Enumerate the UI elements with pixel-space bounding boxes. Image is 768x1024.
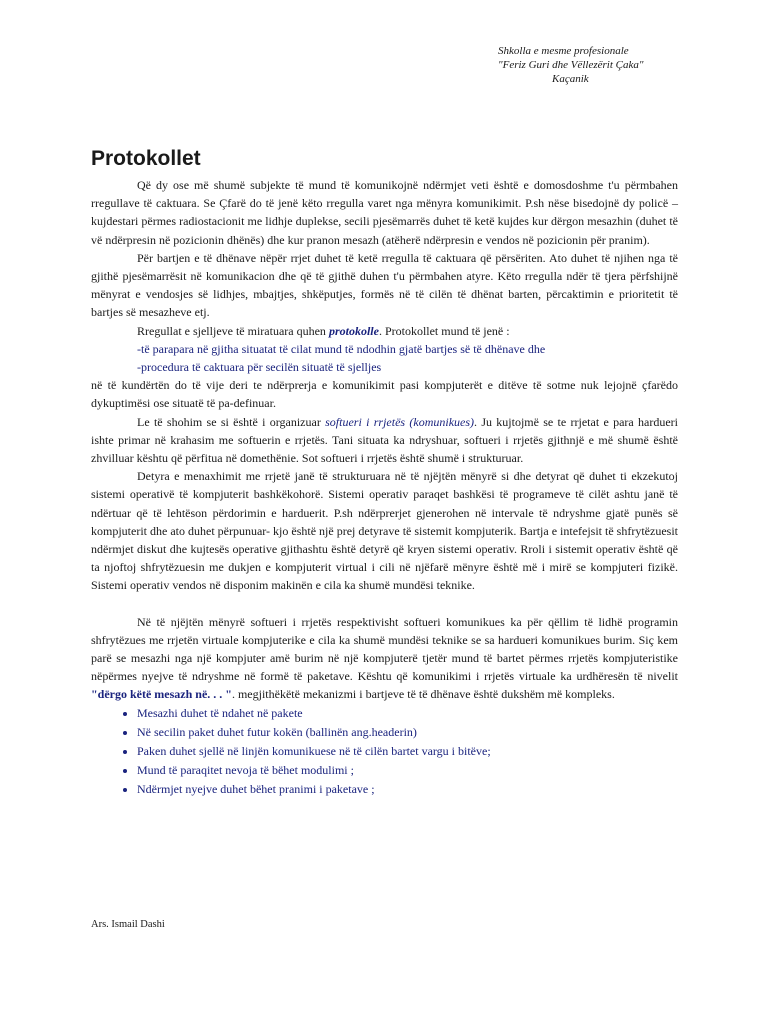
list-item: • Mesazhi duhet të ndahet në pakete xyxy=(137,704,678,723)
definition-item: -të parapara në gjitha situatat të cilat mund të ndodhin gjatë bartjes së të dhënave dhe xyxy=(137,341,546,356)
page-title: Protokollet xyxy=(91,147,201,170)
paragraph-3-post: . Protokollet mund të jenë : xyxy=(378,323,510,338)
school-town: Kaçanik xyxy=(552,73,589,85)
paragraph-5 xyxy=(91,413,678,468)
protocol-term: protokolle xyxy=(328,323,379,338)
send-message-term: "dërgo këtë mesazh në. . . " xyxy=(91,687,232,702)
paragraph-2: Për bartjen e të dhënave nëpër rrjet duhet të ketë rregulla të caktuara që përsëriten. Ato duhet të njihen nga të gjithë pjesëmarrësit në komunikacion dhe që të gjithë duhen t'u përmbahen atyre. Këto rregulla ndër të tjera përfshijnë mënyrat e vendosjes së lidhjes, mbajtjes, shkëputjes, formës në të cilën të dhënat barten, përcaktimin e prioritetit të bartjes së mesazheve etj. xyxy=(91,250,678,320)
definition-item: -procedura të caktuara për secilën situatë të sjelljes xyxy=(137,360,382,375)
school-name: "Feriz Guri dhe Vëllezërit Çaka" xyxy=(498,59,644,71)
paragraph-1: Që dy ose më shumë subjekte të mund të komunikojnë ndërmjet veti është e domosdoshme t'u përmbahen rregullave të caktuara. Se Çfarë do të jenë këto rregulla varet nga mënyra komunikimit. P.sh nëse bisedojnë dy policë – kujdestari përmes radiostacionit me lidhje duplekse, secili pjesëmarrës duhet të ketë kujdes kur dërgon mesazhin (duhet të vë ndërpresin në pozicionin dhënës) dhe kur pranon mesazh (atëherë ndërpresin e vendos në pozicionin për pranim). xyxy=(91,178,678,247)
paragraph-5-pre: Le të shohim se si është i organizuar xyxy=(137,414,326,429)
document-body xyxy=(91,176,678,799)
paragraph-7 xyxy=(91,613,678,704)
paragraph-spacer xyxy=(91,595,678,613)
network-software-term: softueri i rrjetës (komunikues) xyxy=(325,414,475,429)
author-footer: Ars. Ismail Dashi xyxy=(91,919,165,930)
paragraph-5-post: . Ju kujtojmë se te rrjetat e para hardueri ishte primar në krahasim me softuerin e rrjetës. Tani situata ka ndryshuar, softueri i rrjetës gjithnjë e më shumë është zhvilluar kështu që përfitua në domethënie. Sot softueri i rrjetës është shumë i strukturuar. xyxy=(91,414,678,466)
school-header xyxy=(478,44,688,86)
paragraph-6: Detyra e menaxhimit me rrjetë janë të strukturuara në të njëjtën mënyrë si dhe detyrat që duhet ti ekzekutoj sistemi operativë të kompjuterit bashkëkohorë. Sistemi operativ paraqet bashkësi të programeve të cilët ashtu janë të ndërtuar që të lehtëson përdorimin e harduerit. P.sh ndërprerjet gjenerohen në intervale të ndryshme gjatë punës së kompjuterit dhe ato duhet përpunuar- kjo është një prej detyrave të sistemit kompjuterik. Bartja e intefejsit të shfrytëzuesit ndërmjet diskut dhe kujtesës operative gjithashtu është detyrë që kryen sistemi operativ. Rroli i sistemit operativ është që ta njoftoj shfrytëzuesin me dukjen e kompjuterit virtual i cili në njëfarë mënyre është më i mirë se kompjuteri fizikë. Sistemi operativ vendos në disponim makinën e cila ka shumë mundësi teknike. xyxy=(91,469,678,593)
paragraph-7-pre: Në të njëjtën mënyrë softueri i rrjetës respektivisht softueri komunikues ka për qëllim të lidhë programin shfrytëzues me rrjetën virtuale kompjuterike e cila ka shumë mundësi teknike se sa hardueri komunikues burim. Siç kem parë se mesazhi nga një kompjuter amë burim në një kompjuterë tjetër mund të bartet përmes rrjetës kompjuteristike nëpërmes nyejve të ndryshme në formë të paketave. Kështu që komunikimi i rrjetës virtuale ka urdhëresën të nivelit xyxy=(91,614,678,684)
school-type: Shkolla e mesme profesionale xyxy=(498,45,629,57)
paragraph-3-pre: Rregullat e sjelljeve të miratuara quhen xyxy=(137,323,329,338)
list-item: • Në secilin paket duhet futur kokën (ballinën ang.headerin) xyxy=(137,723,678,742)
list-item: • Mund të paraqitet nevoja të bëhet modulimi ; xyxy=(137,761,678,780)
list-item: • Paken duhet sjellë në linjën komunikuese në të cilën bartet vargu i bitëve; xyxy=(137,742,678,761)
list-item: • Ndërmjet nyejve duhet bëhet pranimi i paketave ; xyxy=(137,780,678,799)
paragraph-7-post: . megjithëkëtë mekanizmi i bartjeve të të dhënave është dukshëm më kompleks. xyxy=(231,687,615,702)
paragraph-3 xyxy=(91,322,678,340)
bullet-list xyxy=(91,704,678,799)
paragraph-4: në të kundërtën do të vije deri te ndërprerja e komunikimit pasi kompjuterët e ditëve të sotme nuk lejojnë çfarëdo dykuptimësi ose situatë të pa-definuar. xyxy=(91,378,678,411)
